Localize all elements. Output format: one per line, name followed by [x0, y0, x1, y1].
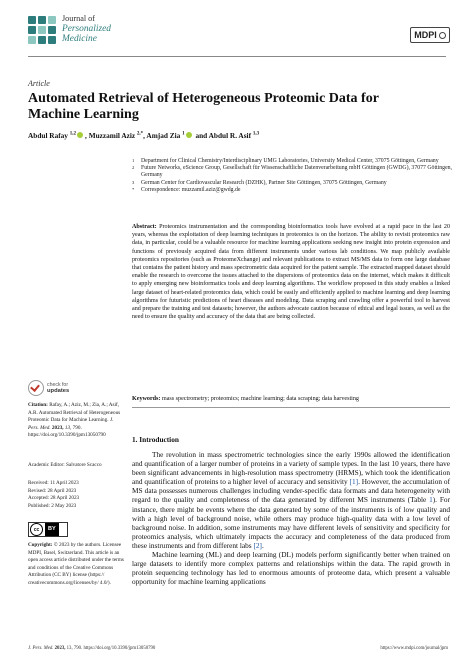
- affiliation-number: 1: [132, 158, 135, 163]
- affiliation-number: 3: [132, 179, 135, 185]
- check-updates-label: [47, 382, 69, 394]
- check-updates-line2: updates: [47, 388, 70, 394]
- keywords-label: Keywords:: [132, 396, 161, 402]
- copyright-label: Copyright:: [28, 542, 53, 548]
- mdpi-logo-text: MDPI: [414, 30, 437, 40]
- paragraph-text: ). For instance, there might be events where the data generated by some of the instruments is of low quality and with a high level of background noise, while others may produce high-quality data with a low level of background noise. In addition, some instruments may have different levels of sensitivity and specificity for proteomics analysis, which ultimately impacts the accuracy and completeness of the data produced from these instruments and from different labs: [132, 495, 450, 550]
- mdpi-dot-icon: [439, 32, 446, 39]
- author-name[interactable]: Amjad Zia: [146, 131, 181, 140]
- journal-line3: Medicine: [62, 34, 97, 44]
- affiliation-item: [132, 165, 452, 179]
- author-name[interactable]: Muzzamil Aziz: [88, 131, 136, 140]
- date-accepted: Accepted: 28 April 2023: [28, 495, 80, 502]
- cc-icon: cc: [30, 523, 43, 536]
- introduction-body: [132, 450, 450, 586]
- paragraph: [132, 450, 450, 550]
- citation-label: Citation:: [28, 402, 48, 408]
- paragraph: Machine learning (ML) and deep learning (DL) models perform significantly better when trained on large datasets to identify more complex patterns and relationships within the data. The rapid growth in protein sequencing technology has led to enormous amounts of proteome data, which present a valuable opportunity for machine learning applications: [132, 550, 450, 587]
- footer-url[interactable]: https://www.mdpi.com/journal/jpm: [380, 646, 448, 651]
- date-received: Received: 11 April 2023: [28, 480, 79, 486]
- check-for-updates-button[interactable]: [28, 380, 69, 396]
- author-conjunction: and: [195, 131, 208, 140]
- citation-journal: J. Pers. Med.: [28, 417, 114, 431]
- author-separator: ,: [85, 131, 87, 140]
- citation-doi-link[interactable]: 790. https://doi.org/10.3390/jpm13050790: [28, 424, 106, 439]
- journal-line1: Journal of: [62, 14, 95, 23]
- mdpi-logo[interactable]: [410, 27, 450, 43]
- orcid-icon[interactable]: [186, 132, 192, 138]
- affiliations: [132, 158, 452, 194]
- affiliation-number: *: [132, 186, 135, 192]
- abstract-body: Proteomics instrumentation and the corresponding bioinformatics tools have evolved at a rapid pace in the last 20 years, whereas the exploitation of deep learning techniques in proteomics is on the horizon. The ability to revisit proteomics raw data, in particular, could be a valuable resource for machine learning applications seeking new insight into protein expression and functions of previously acquired data from different instruments under various lab conditions. We map publicly available proteomics repositories (such as ProteomeXchange) and relevant publications to extract MS/MS data to form one large database that contains the patient history and mass spectrometric data acquired for the patient sample. The extracted mapped dataset should enable the research to overcome the issues attached to the dispersions of proteomics data on the internet, which makes it difficult to apply emerging new bioinformatics tools and deep learning algorithms. The workflow proposed in this study enables a linked large dataset of heart-related proteomics data, which could be easily and efficiently applied to machine learning and deep learning algorithms for futuristic predictions of heart diseases and modeling. Data scraping and crawling offer a powerful tool to harvest and prepare the training and test datasets; however, the authors advocate caution because of ethical and legal issues, as well as the need to ensure the quality and accuracy of the data that are being collected.: [132, 224, 450, 321]
- affiliation-item: [132, 187, 452, 194]
- affiliation-text: Future Networks, eScience Group, Gesellschaft für Wissenschaftliche Datenverarbeitung mbH Göttingen (GWDG), 37077 Göttingen, Germany: [141, 165, 452, 179]
- journal-logo-icon: [28, 16, 58, 46]
- affiliation-text: Department for Clinical Chemistry/Interdisciplinary UMG Laboratories, University Medical Center, 37075 Göttingen, Germany: [141, 158, 439, 164]
- keywords-text: mass spectrometry; proteomics; machine learning; data scraping; data harvesting: [161, 396, 359, 402]
- citation-volume: 13,: [64, 424, 72, 431]
- copyright-text: © 2023 by the authors. Licensee MDPI, Basel, Switzerland. This article is an open access article distributed under the terms and conditions of the Creative Commons Attribution (CC BY) license (https:// creativecommons.org/licenses/by/ 4.0/).: [28, 542, 124, 586]
- reference-link[interactable]: [2]: [253, 540, 262, 550]
- affiliation-text: German Center for Cardiovascular Research (DZHK), Partner Site Göttingen, 37075 Göttingen, Germany: [141, 179, 387, 186]
- abstract: [132, 223, 450, 321]
- section-heading: 1. Introduction: [132, 435, 179, 444]
- author-affiliation-sup: 1,3: [252, 131, 260, 137]
- abstract-label: Abstract:: [132, 224, 157, 230]
- footer-doi[interactable]: 13, 790. https://doi.org/10.3390/jpm13050790: [66, 646, 156, 651]
- affiliation-number: 2: [132, 165, 135, 171]
- author-affiliation-sup: 2,*: [136, 131, 144, 137]
- check-updates-line1: check for: [47, 382, 69, 388]
- paper-title: Automated Retrieval of Heterogeneous Proteomic Data for Machine Learning: [28, 91, 379, 122]
- footer-citation: [28, 646, 155, 651]
- history-dates: [28, 480, 124, 510]
- correspondence-email[interactable]: Correspondence: muzzamil.aziz@gwdg.de: [141, 186, 241, 193]
- paragraph-text: . However, the accumulation of MS data possesses numerous challenges including vender-specific data formats and data heterogeneity with regard to the quality and completeness of the data generated by different MS instruments (Table: [132, 477, 451, 505]
- reference-link[interactable]: [1]: [349, 477, 359, 487]
- keywords-divider: [132, 407, 450, 408]
- author-separator: ,: [143, 131, 145, 140]
- footer-year: 2023,: [54, 646, 66, 651]
- author-affiliation-sup: 1: [182, 131, 185, 137]
- journal-line2: Personalized: [62, 24, 111, 34]
- page-footer: [28, 646, 448, 651]
- footer-journal: J. Pers. Med.: [28, 646, 54, 651]
- paragraph-text: The revolution in mass spectrometric technologies since the early 1990s allowed the identification and quantification of a larger number of proteins in a variety of sample types. In the last 10 years, there have been significant advancements in high-resolution mass spectrometry (HRMS), which took the identification and quantification of proteins to a higher level of accuracy and sensitivity: [132, 450, 450, 487]
- cc-by-label: BY: [45, 523, 59, 536]
- copyright-block: [28, 542, 124, 588]
- citation-year: 2023,: [51, 424, 64, 431]
- header-divider: [28, 56, 446, 57]
- date-revised: Revised: 28 April 2023: [28, 487, 77, 494]
- table-link[interactable]: 1: [429, 495, 433, 505]
- orcid-icon[interactable]: [77, 132, 83, 138]
- citation-text: Rafay, A.; Aziz, M.; Zia, A.; Asif, A.R. Automated Retrieval of Heterogeneous Proteomic Data for Machine Learning.: [28, 402, 121, 424]
- journal-title: [62, 14, 111, 44]
- academic-editor: Academic Editor: Salvatore Scacco: [28, 462, 102, 468]
- article-type: Article: [28, 79, 50, 88]
- citation-block: [28, 402, 124, 440]
- author-name[interactable]: Abdul R. Asif: [208, 131, 252, 140]
- date-published: Published: 2 May 2023: [28, 502, 77, 509]
- keywords: [132, 395, 450, 403]
- author-name[interactable]: Abdul Rafay: [28, 131, 68, 140]
- affiliation-item: [132, 180, 452, 187]
- check-updates-icon: [28, 380, 44, 396]
- author-affiliation-sup: 1,2: [69, 131, 77, 137]
- paragraph-text: .: [261, 540, 264, 550]
- cc-by-license-badge[interactable]: [28, 522, 68, 537]
- author-list: [28, 131, 259, 140]
